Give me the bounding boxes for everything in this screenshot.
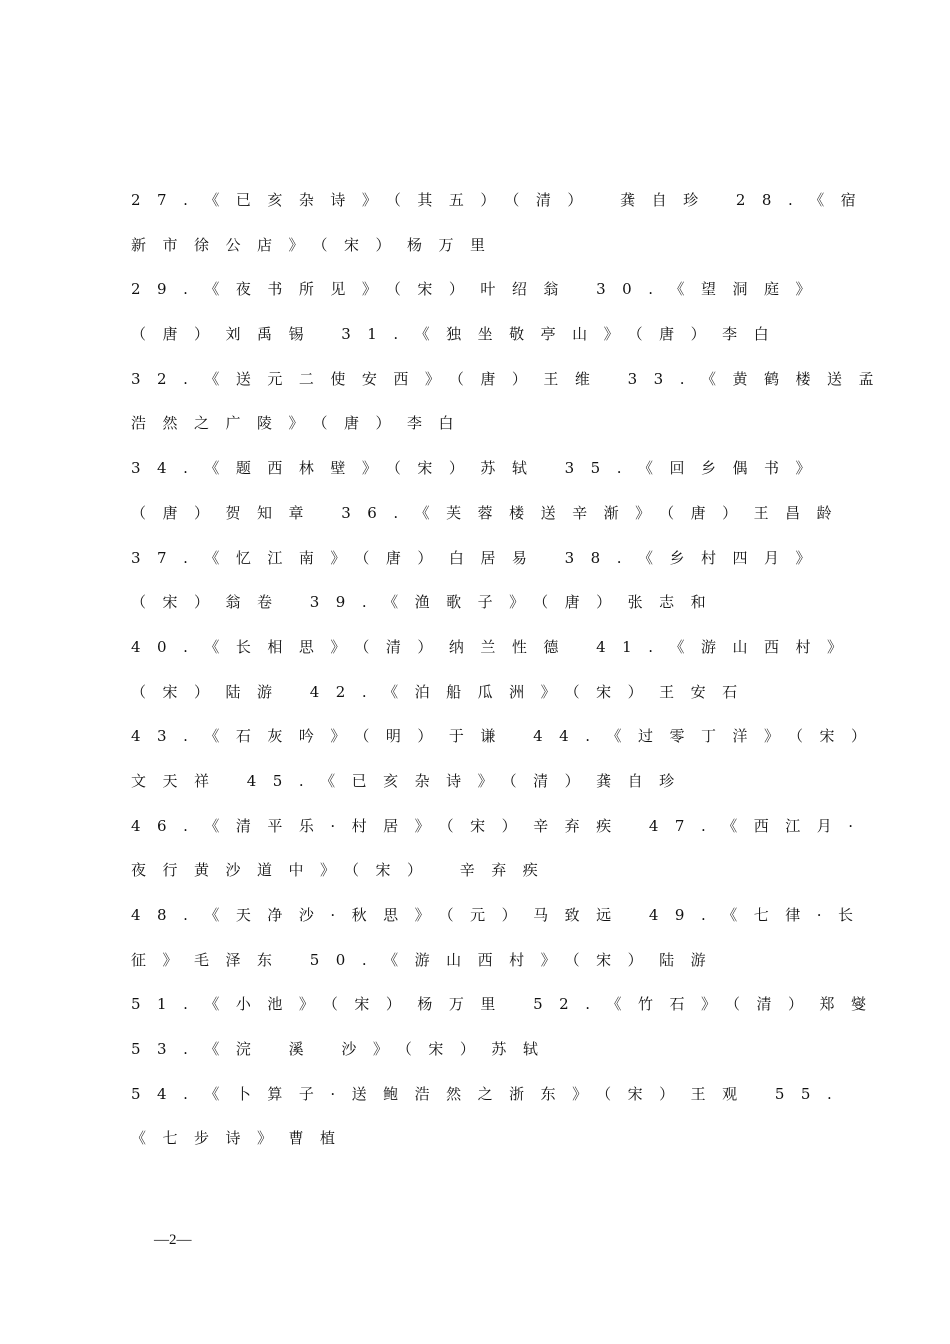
page-number: —2— xyxy=(154,1232,192,1248)
text-line: 征》毛泽东 50.《游山西村》（宋）陆游 xyxy=(131,950,723,969)
text-line: 34.《题西林壁》（宋）苏轼 35.《回乡偶书》 xyxy=(131,459,827,478)
poem-list xyxy=(131,181,890,1164)
text-line: 文天祥 45.《已亥杂诗》（清）龚自珍 xyxy=(131,771,691,790)
text-line: 37.《忆江南》（唐）白居易 38.《乡村四月》 xyxy=(131,548,827,567)
text-line: （宋）陆游 42.《泊船瓜洲》（宋）王安石 xyxy=(131,682,754,701)
text-line: 43.《石灰吟》（明）于谦 44.《过零丁洋》（宋） xyxy=(131,727,883,746)
text-line: 夜行黄沙道中》（宋） 辛弃疾 xyxy=(131,861,555,880)
text-line: 53.《浣 溪 沙》（宋）苏轼 xyxy=(131,1040,555,1059)
text-line: （唐）贺知章 36.《芙蓉楼送辛渐》（唐）王昌龄 xyxy=(131,503,849,522)
text-line: 《七步诗》曹植 xyxy=(131,1129,352,1148)
text-line: 29.《夜书所见》（宋）叶绍翁 30.《望洞庭》 xyxy=(131,280,827,299)
text-line: 40.《长相思》（清）纳兰性德 41.《游山西村》 xyxy=(131,637,859,656)
text-line: 浩然之广陵》（唐）李白 xyxy=(131,414,471,433)
text-line: 54.《卜算子·送鲍浩然之浙东》（宋）王观 55. xyxy=(131,1084,849,1103)
text-line: 新市徐公店》（宋）杨万里 xyxy=(131,235,502,254)
text-line: 51.《小池》（宋）杨万里 52.《竹石》（清）郑燮 xyxy=(131,995,883,1014)
text-line: 48.《天净沙·秋思》（元）马致远 49.《七律·长 xyxy=(131,906,870,924)
text-line: 27.《已亥杂诗》（其五）（清） 龚自珍 28.《宿 xyxy=(131,191,873,209)
text-line: 32.《送元二使安西》（唐）王维 33.《黄鹤楼送孟 xyxy=(131,369,890,388)
text-line: （唐）刘禹锡 31.《独坐敬亭山》（唐）李白 xyxy=(131,325,786,344)
text-line: （宋）翁卷 39.《渔歌子》（唐）张志和 xyxy=(131,593,723,612)
text-line: 46.《清平乐·村居》（宋）辛弃疾 47.《西江月· xyxy=(131,816,870,835)
